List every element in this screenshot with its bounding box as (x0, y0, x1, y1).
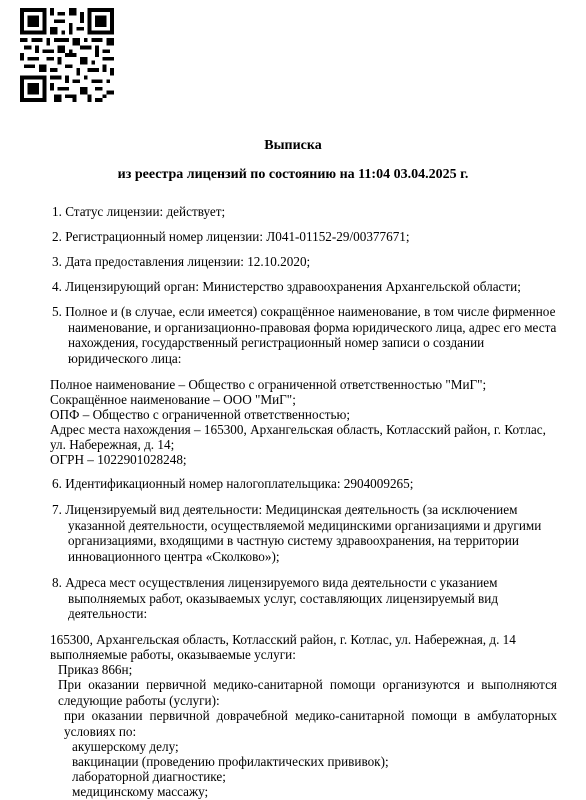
item-addresses (52, 575, 557, 622)
item-addresses-rest: выполняемых работ, оказываемых услуг, составляющих лицензируемый вид деятельности: (68, 590, 499, 621)
org-full-name: Полное наименование – Общество с ограниченной ответственностью "МиГ"; (50, 377, 487, 392)
prehospital-text: при оказании первичной доврачебной медико-санитарной помощи в амбулаторных условиях по: (64, 708, 557, 739)
org-opf: ОПФ – Общество с ограниченной ответственностью; (50, 407, 351, 422)
qr-code-icon (20, 8, 114, 102)
org-ogrn: ОГРН – 1022901028248; (50, 452, 187, 467)
item-authority: 4. Лицензирующий орган: Министерство здравоохранения Архангельской области; (52, 279, 521, 294)
item-inn: 6. Идентификационный номер налогоплательщика: 2904009265; (52, 476, 414, 491)
service-item: медицинскому массажу; (72, 784, 209, 799)
org-address-2: ул. Набережная, д. 14; (50, 437, 175, 452)
service-item: лабораторной диагностике; (72, 769, 226, 784)
item-org-name-rest: наименование, и организационно-правовая форма юридического лица, адрес его места нахождения, государственный регистрационный номер записи о создании юридического лица: (68, 319, 557, 366)
item-addresses-first: 8. Адреса мест осуществления лицензируемого вида деятельности с указанием (52, 575, 498, 590)
service-item: акушерскому делу; (72, 739, 179, 754)
item-reg-number: 2. Регистрационный номер лицензии: Л041-01152-29/00377671; (52, 229, 410, 244)
item-org-name (52, 304, 557, 366)
document-subtitle: из реестра лицензий по состоянию на 11:04 03.04.2025 г. (117, 167, 469, 182)
org-address-1: Адрес места нахождения – 165300, Архангельская область, Котласский район, г. Котлас, (50, 422, 546, 437)
org-short-name: Сокращённое наименование – ООО "МиГ"; (50, 392, 296, 407)
document-title: Выписка (264, 138, 322, 153)
item-date: 3. Дата предоставления лицензии: 12.10.2020; (52, 254, 311, 269)
primary-care-text: При оказании первичной медико-санитарной помощи организуются и выполняются следующие работы (услуги): (58, 677, 557, 708)
item-activity-first: 7. Лицензируемый вид деятельности: Медицинская деятельность (за исключением (52, 502, 518, 517)
location-address: 165300, Архангельская область, Котласский район, г. Котлас, ул. Набережная, д. 14 (50, 632, 516, 647)
order-number: Приказ 866н; (58, 662, 133, 677)
service-item: вакцинации (проведению профилактических прививок); (72, 754, 389, 769)
works-label: выполняемые работы, оказываемые услуги: (50, 647, 296, 662)
item-activity (52, 502, 557, 564)
item-activity-rest: указанной деятельности, осуществляемой медицинскими организациями и другими организациями, входящими в частную систему здравоохранения, на территории инновационного центра «Сколково»); (68, 517, 542, 564)
item-status: 1. Статус лицензии: действует; (52, 204, 226, 219)
item-org-name-first: 5. Полное и (в случае, если имеется) сокращённое наименование, в том числе фирменное (52, 304, 556, 319)
